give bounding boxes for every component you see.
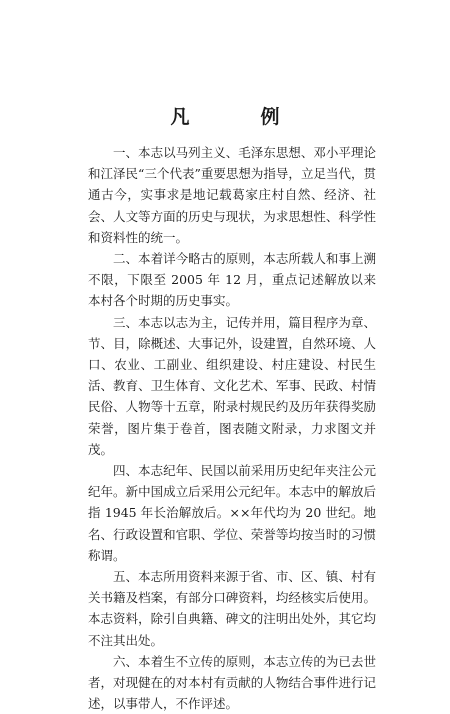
guidelines-body — [88, 142, 376, 714]
guideline-paragraph-2: 二、本着详今略古的原则，本志所载人和事上溯不限，下限至 2005 年 12 月，重点记述解放以来本村各个时期的历史事实。 — [88, 251, 376, 309]
guideline-paragraph-3: 三、本志以志为主，记传并用，篇目程序为章、节、目，除概述、大事记外，设建置，自然环境、人口、农业、工副业、组织建设、村庄建设、村民生活、教育、卫生体育、文化艺术、军事、民政、村情民俗、人物等十五章，附录村规民约及历年获得奖励荣誉，图片集于卷首，图表随文附录，力求图文并茂。 — [88, 314, 376, 457]
guideline-paragraph-6: 六、本着生不立传的原则，本志立传的为已去世者，对现健在的对本村有贡献的人物结合事件进行记述，以事带人，不作评述。 — [88, 653, 376, 712]
guideline-paragraph-1: 一、本志以马列主义、毛泽东思想、邓小平理论和江泽民“三个代表”重要思想为指导，立足当代，贯通古今，实事求是地记载葛家庄村自然、经济、社会、人文等方面的历史与现状，为求思想性、科学性和资料性的统一。 — [88, 145, 376, 245]
page-title: 凡 例 — [170, 105, 306, 128]
guideline-paragraph-5: 五、本志所用资料来源于省、市、区、镇、村有关书籍及档案，有部分口碑资料，均经核实后使用。本志资料，除引自典籍、碑文的注明出处外，其它均不注其出处。 — [88, 569, 376, 648]
guideline-paragraph-4: 四、本志纪年、民国以前采用历史纪年夹注公元纪年。新中国成立后采用公元纪年。本志中的解放后指 1945 年长治解放后。××年代均为 20 世纪。地名、行政设置和官职、学位、荣誉等均按当时的习惯称谓。 — [88, 463, 376, 563]
